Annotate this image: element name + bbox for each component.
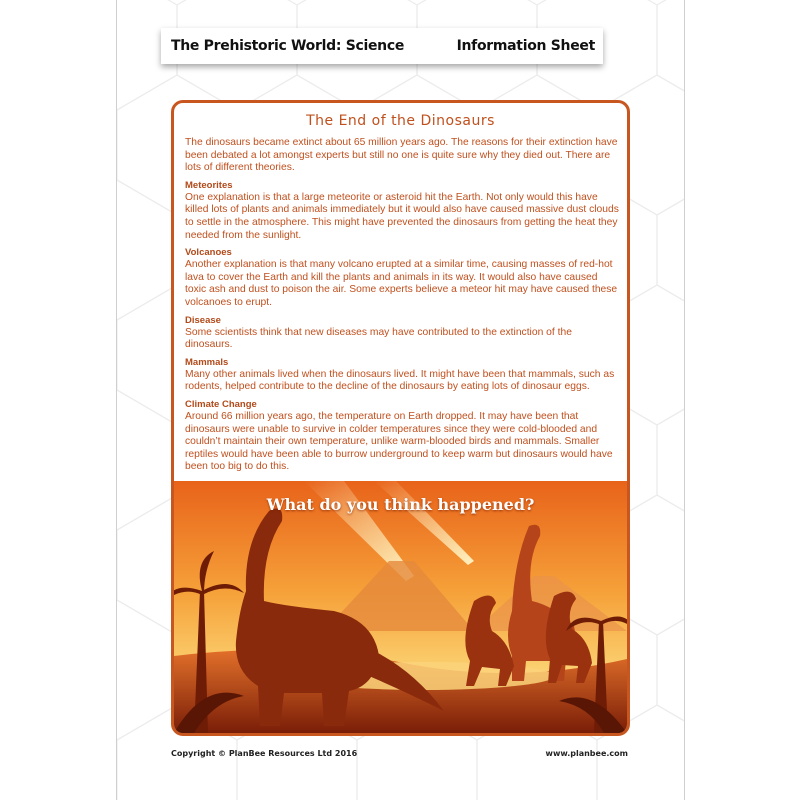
section-heading-volcanoes: Volcanoes [185, 247, 232, 259]
section-heading-mammals: Mammals [185, 356, 229, 368]
dinosaur-extinction-illustration [174, 481, 627, 733]
information-card [171, 100, 630, 736]
worksheet-page [116, 0, 685, 800]
section-text-disease: Some scientists think that new diseases may have contributed to the extinction of the dinosaurs. [185, 326, 572, 351]
copyright-notice: Copyright © PlanBee Resources Ltd 2016 [171, 749, 358, 758]
sheet-type-label: Information Sheet [456, 38, 595, 54]
section-text-climate-change: Around 66 million years ago, the temperature on Earth dropped. It may have been that dinosaurs were unable to survive in colder temperatures since they were cold-blooded and couldn’t maintain their own temperature, unlike warm-blooded birds and mammals. Smaller reptiles would have been able to burrow underground to keep warm but dinosaurs would have been too big to do this. [185, 410, 613, 473]
website-link[interactable]: www.planbee.com [545, 749, 628, 758]
section-heading-meteorites: Meteorites [185, 179, 233, 191]
intro-paragraph: The dinosaurs became extinct about 65 million years ago. The reasons for their extinction have been debated a lot amongst experts but still no one is quite sure why they died out. There are lots of different theories. [185, 137, 618, 174]
section-heading-disease: Disease [185, 314, 221, 326]
section-text-mammals: Many other animals lived when the dinosaurs lived. It might have been that mammals, such as rodents, helped contribute to the decline of the dinosaurs by eating lots of dinosaur eggs. [185, 368, 615, 393]
card-title: The End of the Dinosaurs [306, 113, 495, 129]
header-bar [161, 28, 603, 64]
section-text-meteorites: One explanation is that a large meteorite or asteroid hit the Earth. Not only would this have killed lots of plants and animals immediately but it would also have caused massive dust clouds to settle in the atmosphere. This might have prevented the dinosaurs from getting the heat they needed from the sunlight. [185, 191, 619, 241]
illustration-question: What do you think happened? [266, 495, 535, 514]
card-content [185, 137, 621, 479]
section-heading-climate-change: Climate Change [185, 398, 257, 410]
header-title: The Prehistoric World: Science [171, 38, 405, 54]
section-text-volcanoes: Another explanation is that many volcano erupted at a similar time, causing masses of red-hot lava to cover the Earth and kill the plants and animals in its way. It would also have caused toxic ash and dust to poison the air. Some experts believe a meteor hit may have caused these volcanoes to erupt. [185, 259, 618, 308]
